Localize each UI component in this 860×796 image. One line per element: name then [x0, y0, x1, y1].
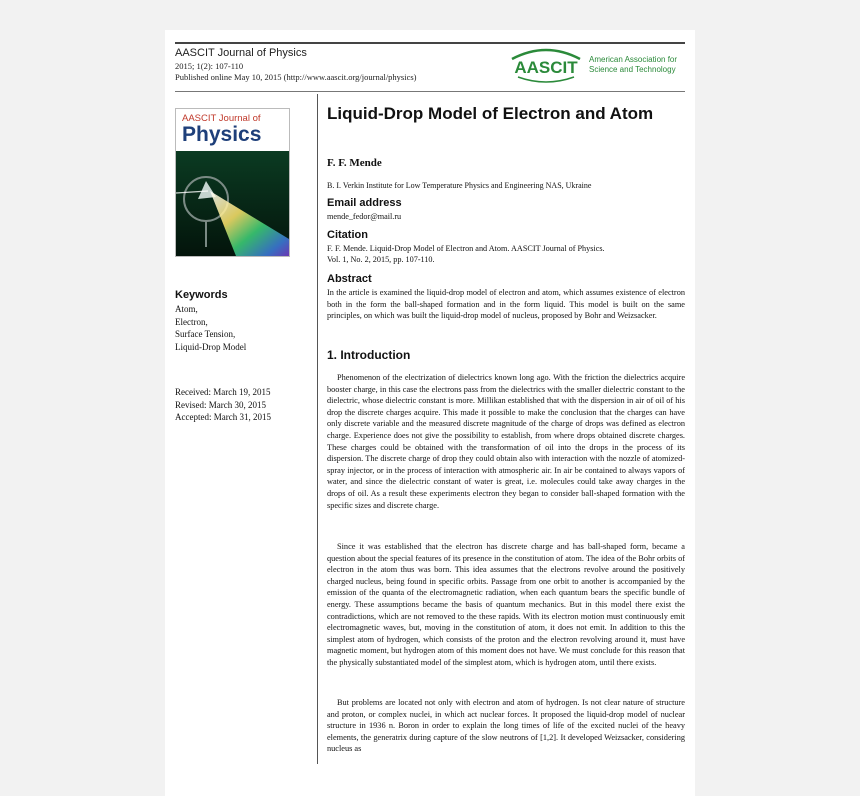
citation-line1: F. F. Mende. Liquid-Drop Model of Electron and Atom. AASCIT Journal of Physics. [327, 244, 605, 253]
citation-heading: Citation [327, 229, 368, 241]
received-date: Received: March 19, 2015 [175, 387, 271, 397]
org-name-line1: American Association for [589, 55, 678, 64]
article-title: Liquid-Drop Model of Electron and Atom [327, 104, 654, 123]
cover-title-line2: Physics [182, 123, 262, 146]
abstract-text: In the article is examined the liquid-drop model of electron and atom, which assumes existence of electron both in the form the ball-shaped formation and in the form liquid. This model is built on the same principles, on which was built the liquid-drop model of nucleus, proposed by Bohr and Weizsacker. [327, 288, 685, 321]
keywords-heading: Keywords [175, 289, 228, 301]
keyword-item: Electron, [175, 316, 208, 327]
keyword-item: Surface Tension, [175, 329, 236, 339]
column-divider [317, 94, 318, 764]
article-dates [175, 386, 271, 424]
logo-text: AASCIT [514, 58, 578, 77]
introduction-heading: 1. Introduction [327, 348, 411, 362]
email-heading: Email address [327, 197, 402, 209]
aascit-logo [508, 45, 584, 83]
header-rule [175, 91, 685, 92]
author-affiliation: B. I. Verkin Institute for Low Temperature Physics and Engineering NAS, Ukraine [327, 181, 592, 190]
keywords-list [175, 303, 246, 353]
abstract-heading: Abstract [327, 273, 372, 285]
cover-title-line1: AASCIT Journal of [182, 113, 261, 124]
keyword-item: Liquid-Drop Model [175, 341, 247, 352]
author-email[interactable]: mende_fedor@mail.ru [327, 212, 402, 221]
citation-line2: Vol. 1, No. 2, 2015, pp. 107-110. [327, 255, 435, 264]
revised-date: Revised: March 30, 2015 [175, 399, 266, 410]
journal-cover [175, 108, 290, 257]
journal-volume: 2015; 1(2): 107-110 [175, 61, 244, 71]
prism-illustration [176, 151, 289, 256]
keyword-item: Atom, [175, 304, 198, 314]
top-rule [175, 42, 685, 44]
org-name-line2: Science and Technology [589, 65, 676, 74]
intro-paragraph-1: Phenomenon of the electrization of dielectrics known long ago. With the friction the dielectrics acquire booster charge, in this case the electrons pass from the dielectrics with the smaller dielectric constant to the dielectric, whose dielectric constant is more. Millikan established that with the dispersion in air of oil of his drop the discrete charges acquire. This made it possible to make the conclusion that the charges can have only discrete variable and the measured discrete magnitude of the charge of drops was defined as electron charge. Experience does not give the possibility to establish, from where drops obtained discrete charges. These charges could be obtained with the transformation of oil into the drops in the process of its dispersion. The discrete charge of drop they could obtain also with interaction with the nozzle of atomized-spray injector, or in the process of interaction with atmospheric air. In air be contained to always vapors of water, and since the dielectric constant of water is great, i.e. molecules could take away charges in the drops of oil. As a result these experiments electron they began to consider ball-shaped formation with the specific sizes and discrete charge. [327, 373, 685, 510]
intro-paragraph-3: But problems are located not only with electron and atom of hydrogen. Is not clear nature of structure and proton, or complex nuclei, in which act nuclear forces. It proposed the liquid-drop model of nuclear structure in 1936 n. Boron in order to explain the long times of life of the excited nuclei of the heavy elements, the generatrix during capture of the slow neutrons of [1,2]. It developed Weizsacker, considering nucleus as [327, 698, 685, 754]
accepted-date: Accepted: March 31, 2015 [175, 412, 271, 422]
journal-name: AASCIT Journal of Physics [175, 47, 307, 59]
author-name: F. F. Mende [327, 157, 382, 169]
intro-paragraph-2: Since it was established that the electron has discrete charge and has ball-shaped form, became a question about the special features of its presence in the constitution of atom. The idea of the Bohr orbits of electron in the atom thus was born. This idea assumes that the electrons revolve around the positively charged nucleus, being found in specific orbits. Passage from one orbit to another is accompanied by the emission of the quanta of the electromagnetic radiation, when each quantum bears the specific bundle of energy. These assumptions became the basis of quantum mechanics. But in this model there exist the contradictions, which are not removed to the these rapids. With its electron motion must continuously emit electromagnetic waves, but, moving in the constitution of atom, it does not emit. In addition to this the simplest atom of hydrogen, which consists of the proton and the electron revolving around it, must have magnetic moment, but hydrogen atom of this moment does not have. We must conclude for this reason that the physically substantiated model of the simplest atom, which is hydrogen atom, until there exists. [327, 542, 685, 667]
publication-info: Published online May 10, 2015 (http://www.aascit.org/journal/physics) [175, 72, 417, 82]
